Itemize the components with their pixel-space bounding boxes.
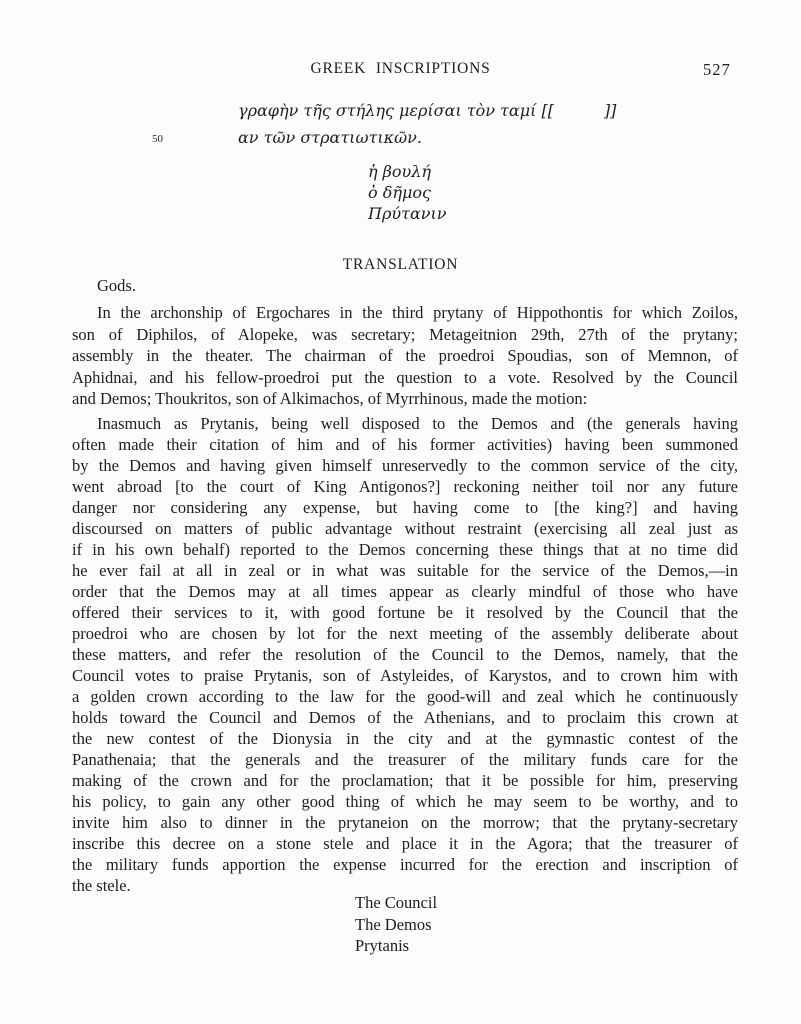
text-line: invite him also to dinner in the prytaneion on the morrow; that the prytany-secretary: [72, 813, 738, 832]
translation-closing-list: [355, 892, 437, 957]
text-line: Council votes to praise Prytanis, son of Astyleides, of Karystos, and to crown him with: [72, 666, 738, 685]
greek-fragment-line-1: [238, 101, 616, 120]
inscription-line-number: 50: [152, 133, 163, 145]
text-line: the stele.: [72, 876, 131, 895]
text-line: In the archonship of Ergochares in the third prytany of Hippothontis for which Zoilos,: [97, 303, 738, 322]
translation-heading: TRANSLATION: [342, 256, 459, 273]
text-line: proedroi who are chosen by lot for the next meeting of the assembly deliberate about: [72, 624, 738, 643]
text-line: son of Diphilos, of Alopeke, was secretary; Metageitnion 29th, 27th of the prytany;: [72, 324, 738, 344]
greek-fragment-line-2: αν τῶν στρατιωτικῶν.: [238, 128, 422, 147]
text-line: often made their citation of him and of his former activities) having been summoned: [72, 435, 738, 454]
text-line: discoursed on matters of public advantage without restraint (exercising all zeal just as: [72, 519, 738, 538]
text-line: assembly in the theater. The chairman of the proedroi Spoudias, son of Memnon, of: [72, 346, 738, 365]
text-line: by the Demos and having given himself unreservedly to the common service of the city,: [72, 456, 738, 475]
text-line: order that the Demos may at all times appear as clearly mindful of those who have: [72, 582, 738, 601]
greek-invocation-list: [368, 161, 446, 224]
text-line: Panathenaia; that the generals and the treasurer of the military funds care for the: [72, 750, 738, 769]
text-line: if in his own behalf) reported to the Demos concerning these things that at no time did: [72, 540, 738, 559]
text-line: he ever fail at all in zeal or in what was suitable for the service of the Demos,—in: [72, 561, 738, 580]
closing-list-line: The Demos: [355, 914, 432, 934]
text-line: went abroad [to the court of King Antigonos?] reckoning neither toil nor any future: [72, 477, 738, 496]
text-line: making of the crown and for the proclamation; that it be possible for him, preserving: [72, 771, 738, 790]
text-line: offered their services to it, with good fortune be it resolved by the Council that the: [72, 603, 738, 622]
page-number: 527: [703, 60, 731, 79]
erasure-closing-brackets: ]]: [603, 101, 617, 120]
text-line: these matters, and refer the resolution of the Council to the Demos, namely, that the: [72, 645, 738, 664]
translation-paragraph-2: [72, 413, 738, 896]
text-line: Aphidnai, and his fellow-proedroi put the question to a vote. Resolved by the Council: [72, 367, 738, 387]
greek-invocation-line: ἡ βουλή: [368, 162, 432, 181]
text-line: the new contest of the Dionysia in the city and at the gymnastic contest of the: [72, 729, 738, 748]
translation-opening-line: Gods.: [97, 276, 136, 295]
text-line: the military funds apportion the expense incurred for the erection and inscription of: [72, 855, 738, 874]
text-line: his policy, to gain any other good thing of which he may seem to be worthy, and to: [72, 792, 738, 811]
text-line: and Demos; Thoukritos, son of Alkimachos, of Myrrhinous, made the motion:: [72, 389, 588, 408]
translation-paragraph-1: [72, 302, 738, 410]
text-line: inscribe this decree on a stone stele and place it in the Agora; that the treasurer of: [72, 834, 738, 853]
text-line: holds toward the Council and Demos of the Athenians, and to proclaim this crown at: [72, 708, 738, 727]
closing-list-line: Prytanis: [355, 936, 410, 956]
greek-fragment-text: γραφὴν τῆς στήλης μερίσαι τὸν ταμί [[: [238, 101, 554, 120]
running-title: GREEK INSCRIPTIONS: [310, 60, 491, 77]
text-line: Inasmuch as Prytanis, being well disposed to the Demos and (the generals having: [97, 414, 738, 433]
text-line: danger nor considering any expense, but having come to [the king?] and having: [72, 498, 738, 517]
greek-invocation-line: Πρύτανιν: [368, 204, 447, 223]
closing-list-line: The Council: [355, 893, 438, 912]
text-line: a golden crown according to the law for the good-will and zeal which he continuously: [72, 687, 738, 706]
greek-invocation-line: ὁ δῆμος: [368, 183, 431, 202]
